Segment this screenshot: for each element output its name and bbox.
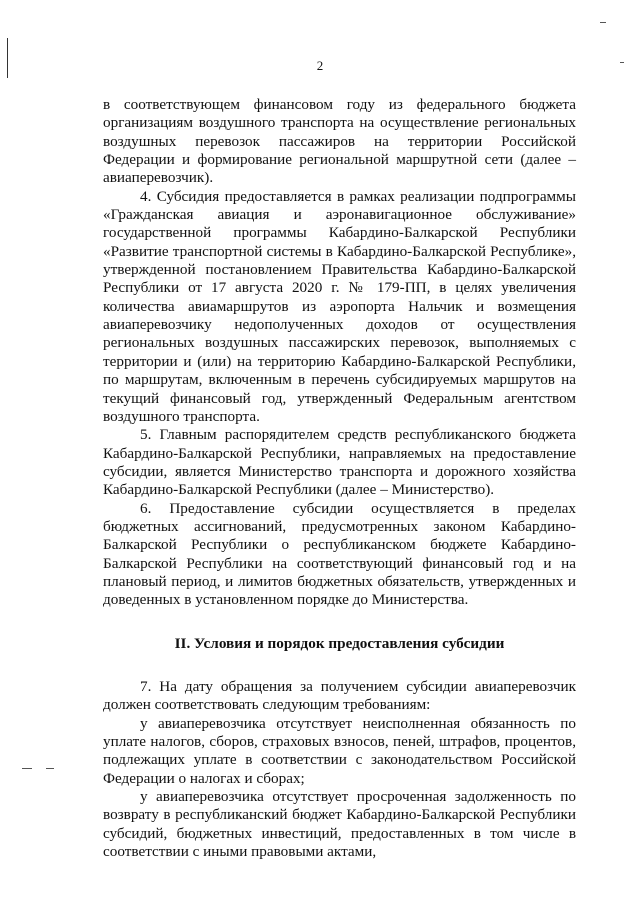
scan-mark: [46, 768, 54, 769]
scan-mark: [600, 22, 606, 23]
paragraph-7-requirement-taxes: у авиаперевозчика отсутствует неисполненная обязанность по уплате налогов, сборов, страховых взносов, пеней, штрафов, процентов, подлежащих уплате в соответствии с законодательством Российской Федерации о налогах и сборах;: [103, 714, 576, 787]
paragraph-continuation: в соответствующем финансовом году из федерального бюджета организациям воздушного транспорта на осуществление региональных воздушных перевозок пассажиров на территории Российской Федерации и формирование региональной маршрутной сети (далее – авиаперевозчик).: [103, 96, 576, 187]
scan-mark: [22, 768, 32, 769]
paragraph-7: 7. На дату обращения за получением субсидии авиаперевозчик должен соответствовать следующим требованиям:: [103, 677, 576, 714]
page-number: 2: [316, 58, 324, 73]
paragraph-7-requirement-debt: у авиаперевозчика отсутствует просроченная задолженность по возврату в республиканский бюджет Кабардино-Балкарской Республики субсидий, бюджетных инвестиций, предоставленных в том числе в соответствии с иными правовыми актами,: [103, 788, 576, 861]
paragraph-4: 4. Субсидия предоставляется в рамках реализации подпрограммы «Гражданская авиация и аэронавигационное обслуживание» государственной программы Кабардино-Балкарской Республики «Развитие транспортной системы в Кабардино-Балкарской Республике», утвержденной постановлением Правительства Кабардино-Балкарской Республики от 17 августа 2020 г. № 179-ПП, в целях увеличения количества авиамаршрутов из аэропорта Нальчик и возмещения авиаперевозчику недополученных доходов от осуществления региональных воздушных пассажирских перевозок, выполняемых с территории и (или) на территорию Кабардино-Балкарской Республики, по маршрутам, включенным в перечень субсидируемых маршрутов на текущий финансовый год, утвержденный Федеральным агентством воздушного транспорта.: [103, 187, 576, 425]
document-body: [103, 96, 576, 861]
paragraph-5: 5. Главным распорядителем средств республиканского бюджета Кабардино-Балкарской Республики, направляемых на предоставление субсидии, является Министерство транспорта и дорожного хозяйства Кабардино-Балкарской Республики (далее – Министерство).: [103, 426, 576, 499]
paragraph-6: 6. Предоставление субсидии осуществляется в пределах бюджетных ассигнований, предусмотренных законом Кабардино-Балкарской Республики о республиканском бюджете Кабардино-Балкарской Республики на соответствующий финансовый год и на плановый период, и лимитов бюджетных обязательств, утвержденных и доведенных в установленном порядке до Министерства.: [103, 499, 576, 609]
section-title: II. Условия и порядок предоставления субсидии: [174, 634, 505, 652]
